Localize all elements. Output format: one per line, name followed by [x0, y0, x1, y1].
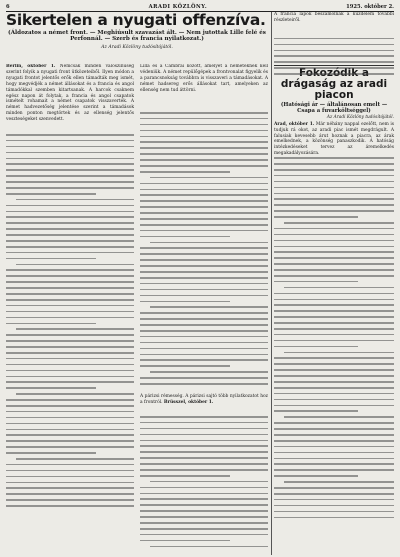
- text-line: [140, 516, 268, 518]
- main-dateline: Az Aradi Közlöny tudósítójától.: [101, 44, 173, 50]
- text-line: [140, 365, 230, 367]
- text-line: [6, 358, 134, 360]
- text-line: [140, 336, 268, 338]
- text-line: [274, 487, 394, 489]
- text-line: [274, 269, 394, 271]
- text-line: [140, 475, 230, 477]
- text-line: [140, 318, 268, 320]
- text-line: [140, 428, 268, 430]
- text-line: [274, 181, 394, 183]
- text-line: [6, 370, 134, 372]
- text-line: [140, 359, 268, 361]
- text-line: [274, 375, 394, 377]
- text-line: [6, 181, 134, 183]
- text-line: [140, 528, 268, 530]
- text-line: [6, 387, 96, 389]
- text-line: [6, 216, 134, 218]
- text-line: [150, 306, 268, 308]
- text-line: [274, 175, 394, 177]
- text-line: [274, 293, 394, 295]
- page-number: 6: [6, 4, 10, 10]
- text-line: [6, 158, 134, 160]
- text-line: [140, 324, 268, 326]
- text-line: [140, 416, 268, 418]
- text-line: [140, 247, 268, 249]
- text-line: [16, 328, 134, 330]
- text-line: [16, 264, 134, 266]
- text-line: [140, 124, 268, 126]
- text-line: [140, 147, 268, 149]
- side-top-lines: [274, 38, 394, 75]
- text-line: [6, 240, 134, 242]
- main-headline: Sikertelen a nyugati offenzíva.: [6, 11, 266, 29]
- text-line: [6, 163, 134, 165]
- text-line: [6, 269, 134, 271]
- text-line: [140, 141, 268, 143]
- text-line: [6, 317, 134, 319]
- text-line: [6, 205, 134, 207]
- text-line: [140, 259, 268, 261]
- text-line: [140, 354, 268, 356]
- text-line: [140, 377, 268, 379]
- text-line: [274, 193, 394, 195]
- text-line: [6, 175, 134, 177]
- column-divider: [271, 12, 272, 555]
- text-line: [140, 348, 268, 350]
- text-line: [274, 410, 358, 412]
- text-line: [274, 463, 394, 465]
- text-line: [6, 287, 134, 289]
- text-line: [284, 352, 394, 354]
- text-line: [274, 198, 394, 200]
- text-line: [6, 346, 134, 348]
- text-line: [140, 540, 230, 542]
- text-line: [140, 434, 268, 436]
- text-line: [274, 55, 394, 57]
- side-column: [274, 12, 394, 555]
- text-line: [140, 469, 268, 471]
- text-line: [140, 112, 268, 114]
- issue-date: 1925. október 2.: [346, 4, 394, 10]
- text-line: [274, 505, 394, 507]
- side-dateline: Arad, október 1.: [274, 121, 315, 127]
- text-line: [284, 287, 394, 289]
- text-line: [274, 304, 394, 306]
- text-line: [274, 493, 394, 495]
- text-line: [140, 440, 268, 442]
- text-line: [140, 236, 230, 238]
- paper-name: ARADI KÖZLÖNY.: [148, 4, 208, 10]
- text-line: [274, 334, 394, 336]
- text-line: [274, 346, 358, 348]
- text-line: [6, 334, 134, 336]
- text-line: [274, 299, 394, 301]
- text-line: [6, 140, 134, 142]
- text-line: [140, 301, 230, 303]
- text-line: [6, 505, 134, 507]
- text-line: [284, 481, 394, 483]
- text-line: [6, 246, 134, 248]
- text-line: [150, 481, 268, 483]
- text-line: [140, 230, 268, 232]
- text-line: [16, 199, 134, 201]
- text-line: [6, 487, 134, 489]
- text-line: [6, 423, 134, 425]
- text-line: [274, 281, 358, 283]
- text-line: [274, 157, 394, 159]
- text-line: [6, 482, 134, 484]
- text-line: [274, 405, 394, 407]
- text-line: [140, 271, 268, 273]
- col2-text: Lilla és a Cambrai között, amelyet a németeknek kell védeniük. A német repülőgépek a frontvonalat figyelik és a parancsnokság továbbra is visszaveri a támadásokat. A német hadsereg erős állásokat tart, amelyeken az ellenség nem tud áttörni.: [140, 64, 268, 93]
- text-line: [274, 458, 394, 460]
- text-line: [274, 246, 394, 248]
- text-line: [140, 295, 268, 297]
- text-line: [274, 452, 394, 454]
- col1-text: Nemcsak minden valószínűség szerint folyik a nyugati front ütközeteiből. Ilyen módon a nyugati frontot jelentős erők ellen támadták meg ismét, hogy megvédjék a német állásokat és a francia és angol támadókkal szemben kitartsanak. A harcok csaknem egész napon át folytak, a francia és angol csapatok ismételt rohamait a német csapatok visszaverték. A német hadvezetőség jelentése szerint a támadások minden ponton megtörtek és az ellenség jelentős veszteségeket szenvedett.: [6, 64, 134, 123]
- text-line: [140, 159, 268, 161]
- text-line: [6, 399, 134, 401]
- text-line: [6, 281, 134, 283]
- col2-break: A párizsi rémesség. A párizsi sajtó több nyilatkozatot hoz a frontról.: [140, 394, 268, 405]
- text-line: [6, 152, 134, 154]
- side-section-headline: drágaság az aradi piacon: [280, 77, 388, 101]
- text-line: [6, 364, 134, 366]
- text-line: [6, 311, 134, 313]
- text-line: [274, 251, 394, 253]
- text-line: [274, 322, 394, 324]
- text-line: [274, 440, 394, 442]
- text-line: [274, 328, 394, 330]
- text-line: [140, 118, 268, 120]
- text-line: [140, 265, 268, 267]
- text-line: [140, 342, 268, 344]
- text-line: [274, 38, 394, 40]
- text-line: [6, 381, 134, 383]
- side-body-lines: [274, 157, 394, 518]
- text-line: [16, 393, 134, 395]
- text-line: [140, 283, 268, 285]
- text-line: [274, 210, 394, 212]
- side-section-subhead: (Hatósági ár — általánosan emelt — Csapa a fuvarköltséggel): [280, 101, 388, 114]
- side-body-text: Már néhány nappal ezelőtt, nem is tudjuk rá okot, az aradi piac ismét megdrágult. A falusiak kevesebb árut hoznak a piacra, az árak emelkednek, a közönség panaszkodik. A hatóság intézkedéseket tervez az áremelkedés megakadályozására.: [274, 121, 394, 157]
- text-line: [140, 224, 268, 226]
- text-line: [6, 134, 134, 136]
- text-line: [6, 222, 134, 224]
- text-line: [6, 258, 96, 260]
- text-line: [6, 340, 134, 342]
- text-line: [140, 200, 268, 202]
- text-line: [6, 187, 134, 189]
- text-line: [274, 50, 394, 52]
- side-byline: Az Aradi Közlöny tudósítójától.: [326, 114, 394, 120]
- text-line: [140, 218, 268, 220]
- col1-text-lines: [6, 134, 134, 511]
- text-line: [140, 422, 268, 424]
- text-line: [150, 546, 268, 548]
- text-line: [274, 73, 394, 75]
- text-line: [274, 369, 394, 371]
- text-line: [140, 312, 268, 314]
- text-line: [140, 457, 268, 459]
- text-line: [274, 204, 394, 206]
- text-line: [140, 289, 268, 291]
- text-line: [274, 434, 394, 436]
- text-line: [274, 216, 358, 218]
- text-line: [6, 464, 134, 466]
- text-line: [6, 146, 134, 148]
- text-line: [140, 493, 268, 495]
- text-line: [274, 499, 394, 501]
- text-line: [140, 189, 268, 191]
- text-line: [6, 323, 96, 325]
- text-line: [274, 399, 394, 401]
- text-line: [274, 381, 394, 383]
- text-line: [274, 316, 394, 318]
- text-line: [150, 242, 268, 244]
- text-line: [140, 504, 268, 506]
- text-line: [274, 357, 394, 359]
- text-line: [274, 163, 394, 165]
- text-line: [6, 452, 96, 454]
- text-line: [274, 475, 358, 477]
- article-column-2: [140, 64, 268, 555]
- text-line: [274, 511, 394, 513]
- text-line: [274, 517, 394, 519]
- text-line: [140, 487, 268, 489]
- text-line: [6, 493, 134, 495]
- text-line: [274, 67, 394, 69]
- text-line: [274, 263, 394, 265]
- text-line: [140, 171, 230, 173]
- text-line: [274, 340, 394, 342]
- text-line: [140, 277, 268, 279]
- text-line: [6, 228, 134, 230]
- text-line: [274, 234, 394, 236]
- text-line: [6, 499, 134, 501]
- side-top-text: A francia lapok beszámolnak a küzdelem további részleteiről.: [274, 12, 394, 23]
- text-line: [140, 534, 268, 536]
- text-line: [140, 522, 268, 524]
- text-line: [274, 387, 394, 389]
- text-line: [140, 153, 268, 155]
- text-line: [140, 212, 268, 214]
- text-line: [6, 429, 134, 431]
- text-line: [150, 371, 268, 373]
- text-line: [140, 445, 268, 447]
- text-line: [6, 305, 134, 307]
- text-line: [140, 130, 268, 132]
- text-line: [274, 428, 394, 430]
- text-line: [140, 194, 268, 196]
- text-line: [274, 275, 394, 277]
- text-line: [274, 422, 394, 424]
- text-line: [6, 275, 134, 277]
- text-line: [6, 352, 134, 354]
- text-line: [6, 434, 134, 436]
- text-line: [274, 169, 394, 171]
- text-line: [6, 169, 134, 171]
- text-line: [274, 446, 394, 448]
- text-line: [274, 228, 394, 230]
- text-line: [140, 451, 268, 453]
- text-line: [6, 376, 134, 378]
- text-line: [6, 293, 134, 295]
- col2-text-lines-b: [140, 416, 268, 551]
- text-line: [140, 463, 268, 465]
- text-line: [140, 510, 268, 512]
- text-line: [274, 257, 394, 259]
- col1-opening: Berlin, október 1.: [6, 64, 56, 69]
- text-line: [6, 470, 134, 472]
- text-line: [6, 234, 134, 236]
- text-line: [6, 440, 134, 442]
- text-line: [6, 211, 134, 213]
- text-line: [274, 44, 394, 46]
- text-line: [140, 183, 268, 185]
- main-subhead: (Áldozatos a német front. — Meghiúsult szavazást ált. — Nem jutottak Lille felé és Perfonnál. — Szerb és francia nyilatkozat.): [8, 30, 266, 43]
- text-line: [6, 405, 134, 407]
- text-line: [284, 416, 394, 418]
- text-line: [140, 330, 268, 332]
- text-line: [6, 476, 134, 478]
- text-line: [140, 206, 268, 208]
- text-line: [274, 310, 394, 312]
- text-line: [274, 469, 394, 471]
- text-line: [274, 61, 394, 63]
- text-line: [274, 393, 394, 395]
- main-article: [6, 12, 268, 555]
- text-line: [6, 252, 134, 254]
- text-line: [274, 187, 394, 189]
- text-line: [140, 136, 268, 138]
- text-line: [140, 165, 268, 167]
- text-line: [6, 446, 134, 448]
- article-column-1: [6, 64, 134, 555]
- text-line: [6, 417, 134, 419]
- text-line: [150, 177, 268, 179]
- text-line: [6, 193, 96, 195]
- text-line: [140, 498, 268, 500]
- text-line: [6, 299, 134, 301]
- text-line: [274, 363, 394, 365]
- text-line: [6, 411, 134, 413]
- text-line: [274, 240, 394, 242]
- text-line: [140, 383, 268, 385]
- col2-text-lines-a: [140, 112, 268, 389]
- text-line: [140, 253, 268, 255]
- text-line: [16, 458, 134, 460]
- text-line: [284, 222, 394, 224]
- col2-sub: Brüsszel, október 1.: [163, 399, 214, 405]
